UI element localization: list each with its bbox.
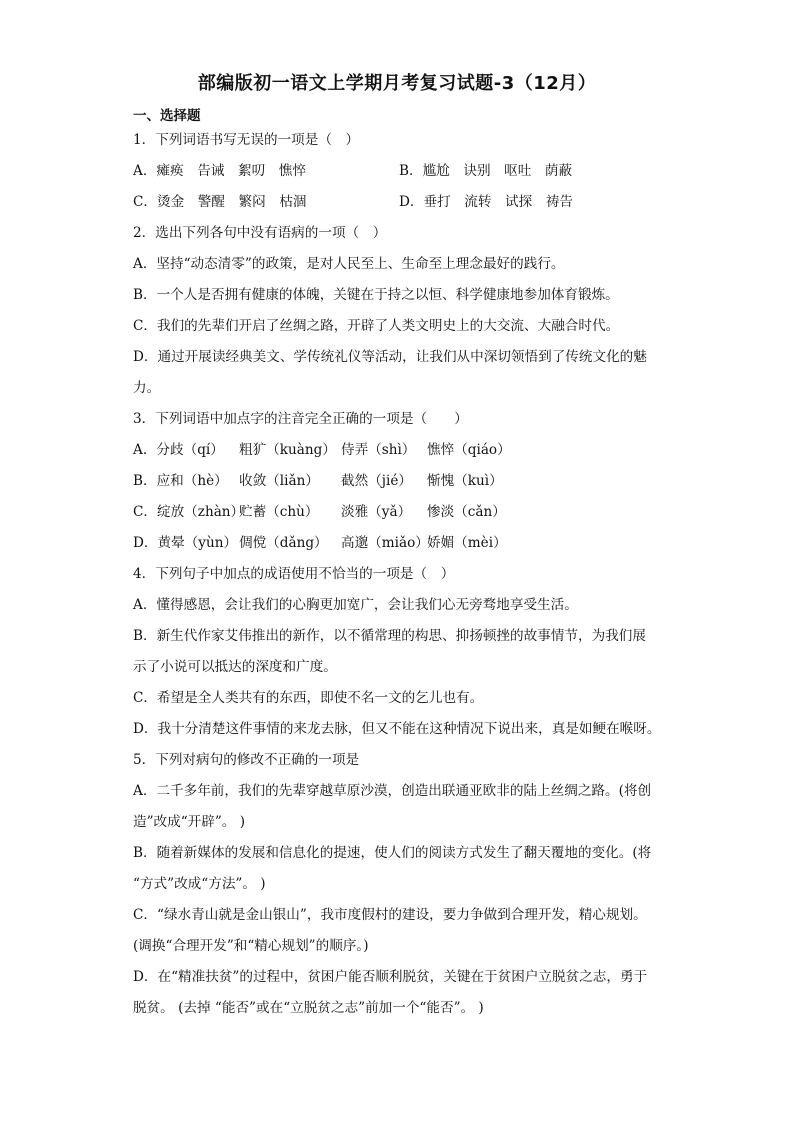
text-line: (调换“合理开发”和“精心规划”的顺序。) (133, 938, 369, 954)
pinyin-item: 贮蓄（chù） (239, 504, 319, 520)
pinyin-item: 侍弄（shì） (341, 442, 416, 458)
pinyin-item: B．应和（hè） (133, 473, 228, 489)
text-line: C．希望是全人类共有的东西，即使不名一文的乞儿也有。 (133, 690, 484, 706)
text-line: D．通过开展读经典美文、学传统礼仪等活动，让我们从中深切领悟到了传统文化的魅 (133, 349, 647, 365)
pinyin-item: 娇媚（mèi） (427, 535, 507, 551)
pinyin-option-row (133, 469, 665, 500)
text-line: 3．下列词语中加点字的注音完全正确的一项是（ ） (133, 411, 468, 427)
text-line: 力。 (133, 380, 161, 396)
text-line: C．“绿水青山就是金山银山”，我市度假村的建设，要力争做到合理开发，精心规划。 (133, 907, 647, 923)
text-line: A．懂得感恩，会让我们的心胸更加宽广，会让我们心无旁骛地享受生活。 (133, 597, 578, 613)
text-line: 2．选出下列各句中没有语病的一项（ ） (133, 225, 387, 241)
pinyin-item: 淡雅（yǎ） (341, 504, 412, 520)
pinyin-option-row (133, 531, 665, 562)
text-line: C．我们的先辈们开启了丝绸之路，开辟了人类文明史上的大交流、大融合时代。 (133, 318, 620, 334)
text-line: D．我十分清楚这件事情的来龙去脉，但又不能在这种情况下说出来，真是如鲠在喉呀。 (133, 721, 661, 737)
pinyin-item: A．分歧（qí） (133, 442, 224, 458)
pinyin-item: 粗犷（kuàng） (239, 442, 336, 458)
text-line: B．随着新媒体的发展和信息化的提速，使人们的阅读方式发生了翻天覆地的变化。(将 (133, 845, 652, 861)
pinyin-item: 惨淡（cǎn） (427, 504, 506, 520)
text-line: B．一个人是否拥有健康的体魄，关键在于持之以恒、科学健康地参加体育锻炼。 (133, 287, 619, 303)
text-line: 脱贫。 (去掉 “能否”或在“立脱贫之志”前加一个“能否”。 ) (133, 1000, 484, 1016)
option-right: B．尴尬 诀别 呕吐 荫蔽 (399, 163, 573, 179)
text-line: B．新生代作家艾伟推出的新作，以不循常理的构思、抑扬顿挫的故事情节，为我们展 (133, 628, 646, 644)
pinyin-item: 截然（jié） (341, 473, 412, 489)
question-list (133, 128, 665, 1027)
text-line: 1．下列词语书写无误的一项是（ ） (133, 132, 360, 148)
section-heading: 一、选择题 (133, 108, 201, 124)
text-line: 4．下列句子中加点的成语使用不恰当的一项是（ ） (133, 566, 455, 582)
text-line: “方式”改成“方法”。 ) (133, 876, 266, 892)
pinyin-option-row (133, 500, 665, 531)
pinyin-item: 憔悴（qiáo） (427, 442, 511, 458)
pinyin-item: 惭愧（kuì） (427, 473, 503, 489)
pinyin-item: 收敛（liǎn） (239, 473, 319, 489)
text-line: 示了小说可以抵达的深度和广度。 (133, 659, 337, 675)
option-left: A．瘫痪 告诫 絮叨 憔悴 (133, 163, 306, 179)
text-line: A．坚持“动态清零”的政策，是对人民至上、生命至上理念最好的践行。 (133, 256, 565, 272)
text-line: 造”改成“开辟”。 ) (133, 814, 246, 830)
pinyin-item: C．绽放（zhàn） (133, 504, 245, 520)
option-left: C．烫金 警醒 繁闷 枯涸 (133, 194, 307, 210)
option-right: D．垂打 流转 试探 祷告 (399, 194, 574, 210)
pinyin-item: 高邈（miǎo） (341, 535, 429, 551)
pinyin-option-row (133, 438, 665, 469)
pinyin-item: 倜傥（dǎng） (239, 535, 328, 551)
page-title: 部编版初一语文上学期月考复习试题-3（12月） (197, 73, 597, 94)
text-line: A．二千多年前，我们的先辈穿越草原沙漠，创造出联通亚欧非的陆上丝绸之路。(将创 (133, 783, 652, 799)
text-line: 5．下列对病句的修改不正确的一项是 (133, 752, 360, 768)
text-line: D．在“精准扶贫”的过程中，贫困户能否顺利脱贫，关键在于贫困户立脱贫之志，勇于 (133, 969, 648, 985)
pinyin-item: D．黄晕（yùn） (133, 535, 238, 551)
option-row (133, 159, 665, 190)
option-row (133, 190, 665, 221)
